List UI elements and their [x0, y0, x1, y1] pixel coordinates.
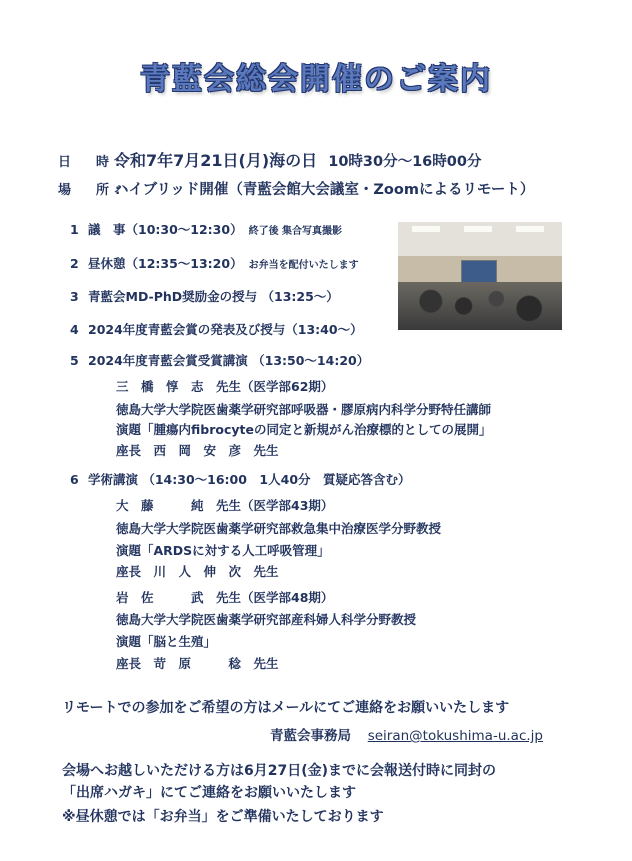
- place-row: [58, 178, 534, 199]
- date-label: 日 時:: [58, 155, 127, 170]
- lecture6b-speaker: 岩 佐 武 先生（医学部48期）: [116, 590, 334, 605]
- office-name: 青藍会事務局: [270, 728, 351, 744]
- lecture6b-affiliation: 徳島大学大学院医歯薬学研究部産科婦人科学分野教授: [116, 612, 417, 627]
- lecture5-affiliation: 徳島大学大学院医歯薬学研究部呼吸器・膠原病内科学分野特任講師: [116, 402, 492, 417]
- agenda-item: 5 2024年度青藍会賞受賞講演 （13:50〜14:20）: [70, 353, 370, 368]
- date-value: 令和7年7月21日(月)海の日: [114, 151, 318, 170]
- lecture5-chair: 座長 西 岡 安 彦 先生: [116, 443, 279, 458]
- lecture6b-title: 演題「脳と生殖」: [116, 634, 217, 649]
- agenda-item: 4 2024年度青藍会賞の発表及び授与（13:40〜）: [70, 322, 363, 337]
- lecture6a-affiliation: 徳島大学大学院医歯薬学研究部救急集中治療医学分野教授: [116, 521, 442, 536]
- lecture6b-chair: 座長 苛 原 稔 先生: [116, 656, 279, 671]
- place-value: ハイブリッド開催（青藍会館大会議室・Zoomによるリモート）: [114, 182, 535, 198]
- lecture6a-chair: 座長 川 人 伸 次 先生: [116, 564, 279, 579]
- agenda-item: 3 青藍会MD-PhD奨励金の授与 （13:25〜）: [70, 289, 339, 304]
- place-label: 場 所:: [58, 183, 127, 198]
- email-link[interactable]: seiran@tokushima-u.ac.jp: [367, 728, 543, 744]
- office-contact: [270, 724, 543, 744]
- lecture6a-speaker: 大 藤 純 先生（医学部43期）: [116, 498, 334, 513]
- date-time: 10時30分〜16時00分: [328, 154, 482, 170]
- meeting-photo: [398, 222, 562, 330]
- lunch-note: ※昼休憩では「お弁当」をご準備いたしております: [62, 809, 384, 825]
- lecture6a-title: 演題「ARDSに対する人工呼吸管理」: [116, 543, 330, 558]
- venue-note-2: 「出席ハガキ」にてご連絡をお願いいたします: [62, 785, 356, 801]
- remote-note: リモートでの参加をご希望の方はメールにてご連絡をお願いいたします: [62, 700, 510, 716]
- page-title: 青藍会総会開催のご案内: [140, 62, 492, 97]
- lecture5-title: 演題「腫瘍内fibrocyteの同定と新規がん治療標的としての展開」: [116, 422, 492, 437]
- agenda-item: 1 議 事（10:30〜12:30） 終了後 集合写真撮影: [70, 222, 343, 237]
- agenda-item: 2 昼休憩（12:35〜13:20） お弁当を配付いたします: [70, 256, 359, 271]
- lecture5-speaker: 三 橋 惇 志 先生（医学部62期）: [116, 379, 334, 394]
- venue-note-1: 会場へお越しいただける方は6月27日(金)までに会報送付時に同封の: [62, 763, 497, 779]
- date-row: [58, 148, 481, 171]
- agenda-item: 6 学術講演 （14:30〜16:00 1人40分 質疑応答含む）: [70, 472, 411, 487]
